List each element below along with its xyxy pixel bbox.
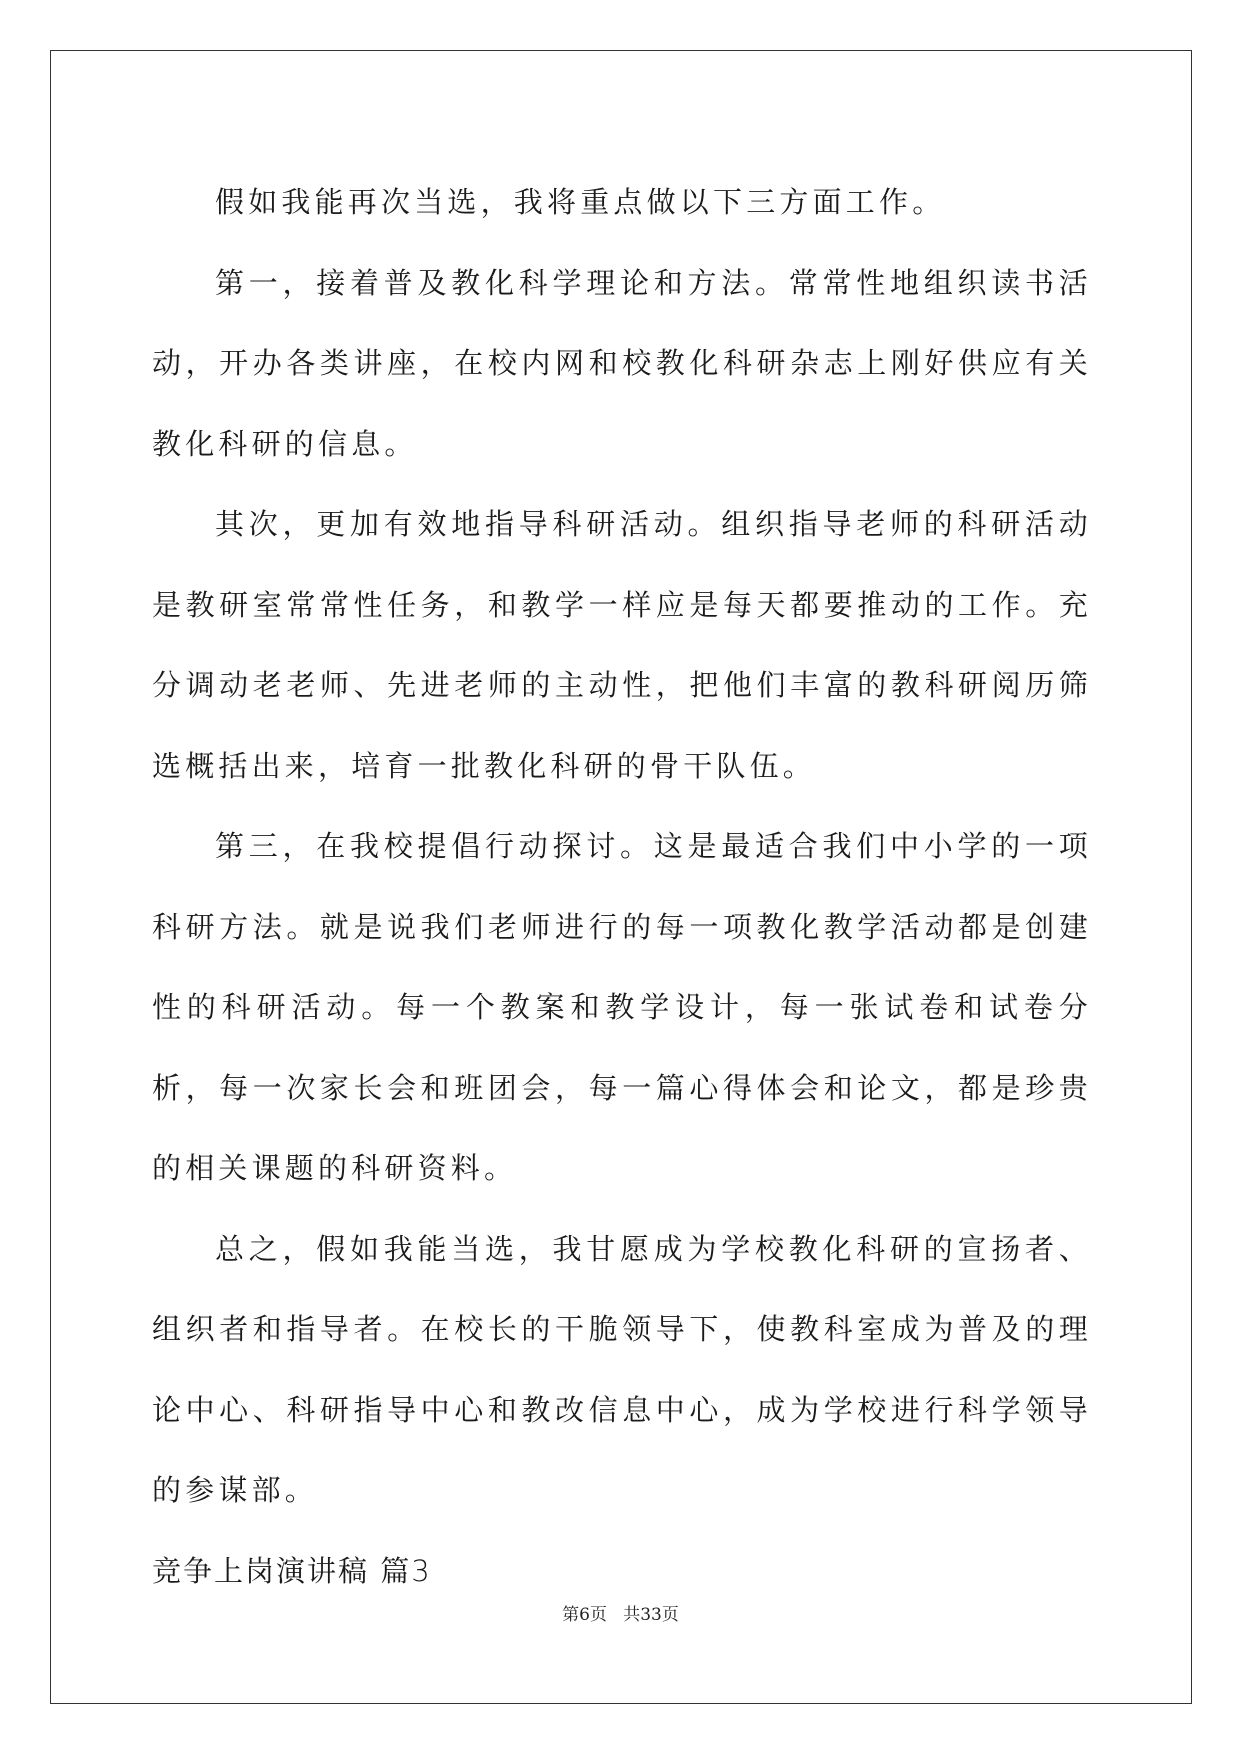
document-body [152,162,1092,1611]
paragraph-first: 第一，接着普及教化科学理论和方法。常常性地组织读书活动，开办各类讲座，在校内网和校教化科研杂志上刚好供应有关教化科研的信息。 [152,265,1092,461]
paragraph-intro: 假如我能再次当选，我将重点做以下三方面工作。 [215,185,946,219]
paragraph-third: 第三，在我校提倡行动探讨。这是最适合我们中小学的一项科研方法。就是说我们老师进行的每一项教化教学活动都是创建性的科研活动。每一个教案和教学设计，每一张试卷和试卷分析，每一次家长会和班团会，每一篇心得体会和论文，都是珍贵的相关课题的科研资料。 [152,829,1092,1185]
paragraph-conclusion: 总之，假如我能当选，我甘愿成为学校教化科研的宣扬者、组织者和指导者。在校长的干脆领导下，使教科室成为普及的理论中心、科研指导中心和教改信息中心，成为学校进行科学领导的参谋部。 [152,1231,1092,1507]
page-total: 共33页 [623,1605,679,1625]
page-footer [0,1600,1241,1625]
page-number: 第6页 [562,1605,607,1625]
paragraph-second: 其次，更加有效地指导科研活动。组织指导老师的科研活动是教研室常常性任务，和教学一样应是每天都要推动的工作。充分调动老老师、先进老师的主动性，把他们丰富的教科研阅历筛选概括出来，培育一批教化科研的骨干队伍。 [152,507,1092,783]
section-heading: 竞争上岗演讲稿 篇3 [152,1553,432,1588]
